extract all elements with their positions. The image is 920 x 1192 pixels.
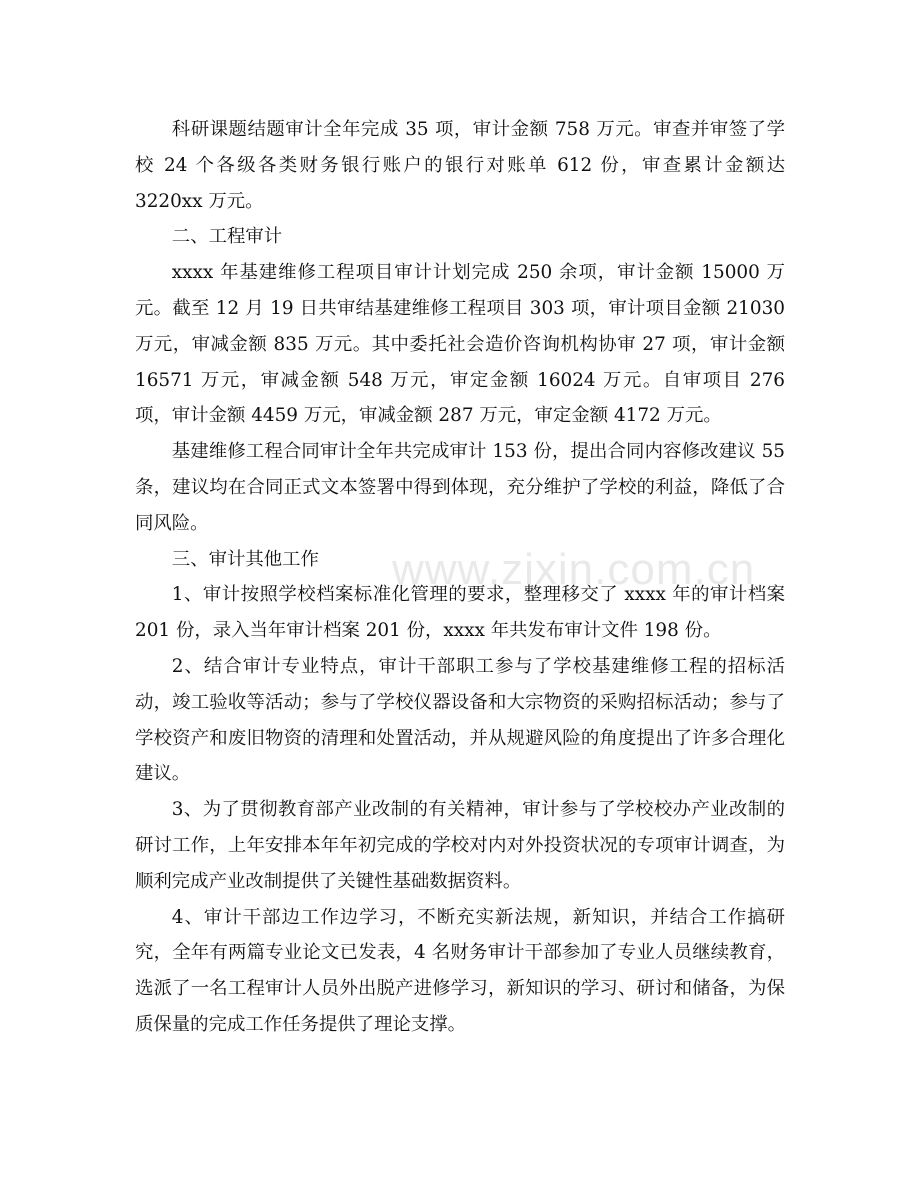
document-body	[135, 112, 785, 1043]
paragraph-engineering-projects: xxxx 年基建维修工程项目审计计划完成 250 余项，审计金额 15000 万元。截至 12 月 19 日共审结基建维修工程项目 303 项，审计项目金额 21030 万元，审减金额 835 万元。其中委托社会造价咨询机构协审 27 项，审计金额 16571 万元，审减金额 548 万元，审定金额 16024 万元。自审项目 276 项，审计金额 4459 万元，审减金额 287 万元，审定金额 4172 万元。	[135, 262, 785, 427]
watermark: www.zixin.com.cn	[392, 545, 756, 594]
heading-other-work: 三、审计其他工作	[171, 548, 319, 570]
paragraph-contract-audit: 基建维修工程合同审计全年共完成审计 153 份，提出合同内容修改建议 55 条，建议均在合同正式文本签署中得到体现，充分维护了学校的利益，降低了合同风险。	[135, 441, 785, 534]
paragraph-item-3: 3、为了贯彻教育部产业改制的有关精神，审计参与了学校校办产业改制的研讨工作，上年安排本年年初完成的学校对内对外投资状况的专项审计调查，为顺利完成产业改制提供了关键性基础数据资料。	[135, 799, 785, 892]
paragraph-item-4: 4、审计干部边工作边学习，不断充实新法规，新知识，并结合工作搞研究，全年有两篇专业论文已发表，4 名财务审计干部参加了专业人员继续教育，选派了一名工程审计人员外出脱产进修学习，新知识的学习、研讨和储备，为保质保量的完成工作任务提供了理论支撑。	[135, 906, 785, 1035]
paragraph-item-2: 2、结合审计专业特点，审计干部职工参与了学校基建维修工程的招标活动，竣工验收等活动；参与了学校仪器设备和大宗物资的采购招标活动；参与了学校资产和废旧物资的清理和处置活动，并从规避风险的角度提出了许多合理化建议。	[135, 655, 785, 785]
paragraph-item-1: 1、审计按照学校档案标准化管理的要求，整理移交了 xxxx 年的审计档案 201 份，录入当年审计档案 201 份，xxxx 年共发布审计文件 198 份。	[135, 584, 785, 642]
paragraph-research-audit: 科研课题结题审计全年完成 35 项，审计金额 758 万元。审查并审签了学校 24 个各级各类财务银行账户的银行对账单 612 份，审查累计金额达 3220xx 万元。	[135, 119, 785, 212]
heading-engineering-audit: 二、工程审计	[171, 226, 283, 248]
